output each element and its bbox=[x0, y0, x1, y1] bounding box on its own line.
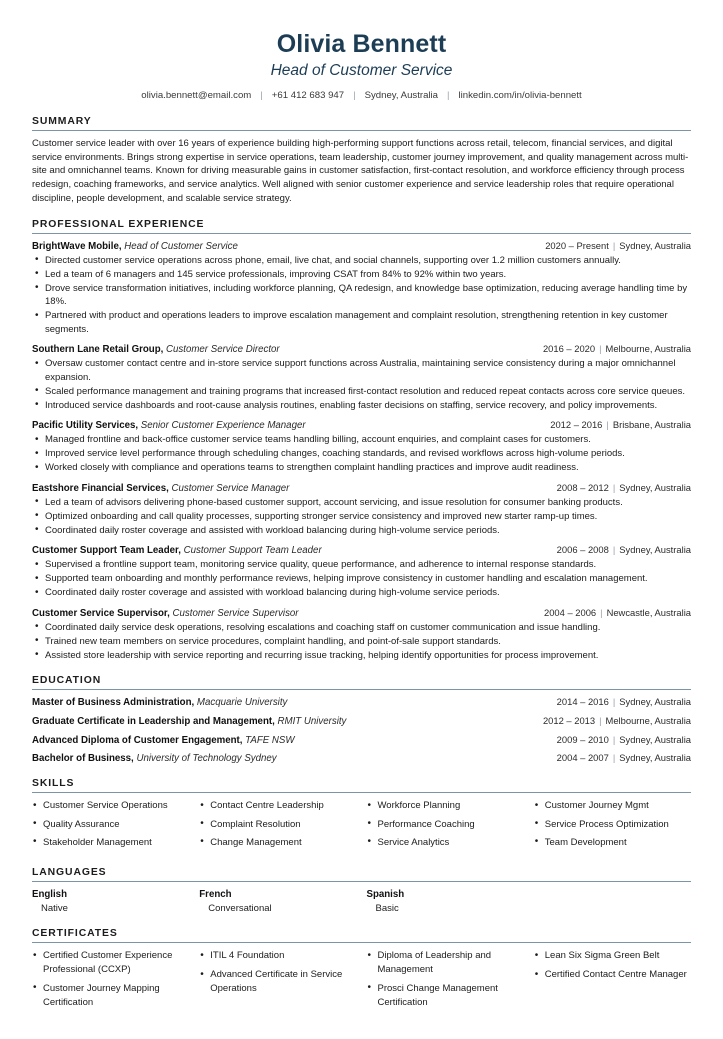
experience-bullet: • Oversaw customer contact centre and in-store service support functions across Australia, maintaining service consistency during a major omnichannel expansion. bbox=[32, 357, 691, 384]
experience-entry-title bbox=[32, 607, 299, 620]
experience-bullet-list bbox=[32, 254, 691, 336]
meta-separator: | bbox=[612, 752, 616, 764]
education-entry-title bbox=[32, 734, 295, 747]
contact-separator: | bbox=[353, 90, 356, 102]
job-role: Customer Service Director bbox=[166, 344, 280, 356]
certificates-column bbox=[199, 949, 356, 1014]
candidate-title: Head of Customer Service bbox=[270, 61, 453, 79]
section-heading-certificates: CERTIFICATES bbox=[32, 928, 691, 943]
education-entry-meta bbox=[557, 696, 691, 709]
job-location: Sydney, Australia bbox=[619, 239, 691, 251]
experience-bullet: • Coordinated daily roster coverage and assisted with workload balancing during high-volume service periods. bbox=[32, 586, 691, 599]
job-dates: 2004 – 2006 bbox=[544, 606, 597, 618]
section-heading-education: EDUCATION bbox=[32, 675, 691, 690]
certificate-item: • Customer Journey Mapping Certification bbox=[32, 982, 189, 1010]
skills-column bbox=[367, 799, 524, 854]
education-location: Sydney, Australia bbox=[619, 696, 691, 708]
contact-separator: | bbox=[447, 90, 450, 102]
experience-bullet: • Led a team of 6 managers and 145 service professionals, improving CSAT from 84% to 92% within two years. bbox=[32, 268, 691, 281]
education-entry bbox=[32, 734, 691, 747]
experience-entry-title bbox=[32, 343, 280, 356]
meta-separator: | bbox=[599, 714, 602, 726]
experience-bullet: • Led a team of advisors delivering phone-based customer support, account servicing, and issue resolution for consumer banking products. bbox=[32, 496, 691, 509]
skill-item: • Service Analytics bbox=[367, 836, 524, 850]
degree-name: Graduate Certificate in Leadership and Management, bbox=[32, 715, 275, 727]
experience-bullet: • Drove service transformation initiatives, including workforce planning, QA redesign, and knowledge base optimization, reducing average handling time by 18%. bbox=[32, 282, 691, 309]
experience-entry-meta bbox=[543, 343, 691, 356]
section-summary bbox=[32, 116, 691, 206]
experience-entry-header bbox=[32, 607, 691, 620]
skill-item: • Customer Service Operations bbox=[32, 799, 189, 813]
experience-entry-title bbox=[32, 419, 306, 432]
contact-line bbox=[32, 90, 691, 102]
education-dates: 2014 – 2016 bbox=[556, 696, 609, 708]
experience-bullet-list bbox=[32, 621, 691, 662]
experience-bullet-list bbox=[32, 433, 691, 474]
meta-separator: | bbox=[612, 239, 616, 251]
job-location: Brisbane, Australia bbox=[612, 419, 691, 431]
language-level: Conversational bbox=[208, 902, 272, 914]
job-dates: 2006 – 2008 bbox=[556, 544, 609, 556]
language-entry bbox=[32, 888, 189, 915]
language-level: Basic bbox=[375, 902, 399, 914]
experience-bullet: • Coordinated daily service desk operations, resolving escalations and coaching staff on customer communication and issue handling. bbox=[32, 621, 691, 634]
experience-bullet: • Directed customer service operations across phone, email, live chat, and social channels, supporting over 1.2 million customers annually. bbox=[32, 254, 691, 267]
certificates-grid bbox=[32, 949, 691, 1014]
experience-bullet: • Optimized onboarding and call quality processes, supporting stronger service consistency and improved new starter ramp-up times. bbox=[32, 510, 691, 523]
section-heading-experience: PROFESSIONAL EXPERIENCE bbox=[32, 219, 691, 234]
experience-bullet: • Coordinated daily roster coverage and assisted with workload balancing during high-volume service periods. bbox=[32, 524, 691, 537]
language-name: English bbox=[32, 889, 67, 901]
experience-bullet: • Trained new team members on service procedures, complaint handling, and point-of-sale support standards. bbox=[32, 635, 691, 648]
meta-separator: | bbox=[612, 733, 616, 745]
certificate-item: • Certified Customer Experience Professional (CCXP) bbox=[32, 949, 189, 977]
experience-entry-meta bbox=[557, 544, 691, 557]
experience-bullet: • Assisted store leadership with service reporting and recurring issue tracking, helping identify opportunities for process improvement. bbox=[32, 649, 691, 662]
job-dates: 2012 – 2016 bbox=[550, 419, 603, 431]
school-name: Macquarie University bbox=[196, 697, 288, 709]
skills-column bbox=[199, 799, 356, 854]
experience-entry-meta bbox=[544, 607, 691, 620]
certificate-item: • Diploma of Leadership and Management bbox=[367, 949, 524, 977]
experience-entry bbox=[32, 343, 691, 412]
contact-item[interactable]: Sydney, Australia bbox=[364, 90, 439, 102]
certificate-item: • Lean Six Sigma Green Belt bbox=[534, 949, 691, 963]
job-location: Melbourne, Australia bbox=[605, 343, 691, 355]
experience-entry-header bbox=[32, 419, 691, 432]
experience-entry-header bbox=[32, 343, 691, 356]
skill-item: • Contact Centre Leadership bbox=[199, 799, 356, 813]
skill-item: • Customer Journey Mgmt bbox=[534, 799, 691, 813]
experience-entry-meta bbox=[545, 240, 691, 253]
job-location: Sydney, Australia bbox=[619, 481, 691, 493]
candidate-name: Olivia Bennett bbox=[276, 30, 447, 58]
experience-entry bbox=[32, 419, 691, 475]
experience-entry bbox=[32, 240, 691, 337]
education-list bbox=[32, 696, 691, 765]
experience-entry bbox=[32, 607, 691, 663]
language-name: French bbox=[199, 889, 232, 901]
skill-item: • Team Development bbox=[534, 836, 691, 850]
section-certificates bbox=[32, 928, 691, 1014]
employer-name: Eastshore Financial Services, bbox=[32, 482, 169, 494]
skills-grid bbox=[32, 799, 691, 854]
experience-entry bbox=[32, 544, 691, 600]
section-languages bbox=[32, 867, 691, 915]
experience-entry-header bbox=[32, 240, 691, 253]
meta-separator: | bbox=[599, 343, 602, 355]
skill-item: • Quality Assurance bbox=[32, 818, 189, 832]
education-location: Sydney, Australia bbox=[619, 752, 691, 764]
meta-separator: | bbox=[612, 696, 616, 708]
skill-item: • Change Management bbox=[199, 836, 356, 850]
job-role: Customer Service Supervisor bbox=[172, 607, 299, 619]
education-dates: 2009 – 2010 bbox=[556, 733, 609, 745]
experience-bullet: • Managed frontline and back-office customer service teams handling billing, account enquiries, and complaint cases for customers. bbox=[32, 433, 691, 446]
summary-text: Customer service leader with over 16 years of experience building high-performing support functions across retail, telecom, financial services, and digital service environments. Brings strong expertise in service operations, team leadership, customer journey improvement, and quality management across multi-site and omnichannel teams. Known for driving measurable gains in customer satisfaction, first-contact resolution, and workforce efficiency through process redesign, coaching frameworks, and service analytics. Well aligned with senior customer experience and service leadership roles that require operational discipline, people development, and scalable service strategy. bbox=[32, 137, 689, 204]
certificates-column bbox=[534, 949, 691, 1014]
language-level: Native bbox=[41, 902, 68, 914]
certificate-item: • Prosci Change Management Certification bbox=[367, 982, 524, 1010]
experience-list bbox=[32, 240, 691, 663]
experience-bullet: • Worked closely with compliance and operations teams to strengthen complaint handling practices and improve audit readiness. bbox=[32, 461, 691, 474]
experience-entry-meta bbox=[550, 419, 691, 432]
resume-header bbox=[32, 30, 691, 103]
job-location: Sydney, Australia bbox=[619, 544, 691, 556]
experience-bullet: • Introduced service dashboards and root-cause analysis routines, enabling faster decisions on staffing, service recovery, and policy improvements. bbox=[32, 399, 691, 412]
employer-name: Southern Lane Retail Group, bbox=[32, 344, 164, 356]
education-entry bbox=[32, 752, 691, 765]
experience-entry-title bbox=[32, 482, 289, 495]
job-role: Customer Service Manager bbox=[171, 482, 290, 494]
education-entry-meta bbox=[543, 715, 691, 728]
education-entry-title bbox=[32, 696, 287, 709]
experience-bullet-list bbox=[32, 496, 691, 537]
job-role: Customer Support Team Leader bbox=[183, 545, 322, 557]
meta-separator: | bbox=[612, 481, 616, 493]
experience-entry-header bbox=[32, 482, 691, 495]
experience-entry-title bbox=[32, 240, 238, 253]
experience-entry-meta bbox=[557, 482, 691, 495]
language-name: Spanish bbox=[366, 889, 405, 901]
employer-name: Customer Support Team Leader, bbox=[32, 545, 181, 557]
experience-entry-header bbox=[32, 544, 691, 557]
job-role: Senior Customer Experience Manager bbox=[140, 420, 306, 432]
experience-bullet: • Improved service level performance through scheduling changes, coaching standards, and revised workflows across high-volume periods. bbox=[32, 447, 691, 460]
skill-item: • Service Process Optimization bbox=[534, 818, 691, 832]
job-dates: 2016 – 2020 bbox=[542, 343, 596, 355]
meta-separator: | bbox=[606, 419, 609, 431]
section-skills bbox=[32, 778, 691, 854]
employer-name: BrightWave Mobile, bbox=[32, 240, 122, 252]
job-location: Newcastle, Australia bbox=[606, 606, 691, 618]
contact-item[interactable]: +61 412 683 947 bbox=[271, 90, 345, 102]
skill-item: • Workforce Planning bbox=[367, 799, 524, 813]
skill-item: • Performance Coaching bbox=[367, 818, 524, 832]
school-name: RMIT University bbox=[277, 715, 347, 727]
certificate-item: • ITIL 4 Foundation bbox=[199, 949, 356, 963]
section-experience bbox=[32, 219, 691, 663]
education-entry bbox=[32, 696, 691, 709]
section-heading-summary: SUMMARY bbox=[32, 116, 691, 131]
employer-name: Pacific Utility Services, bbox=[32, 420, 139, 432]
education-entry-meta bbox=[557, 734, 691, 747]
degree-name: Master of Business Administration, bbox=[32, 697, 195, 709]
experience-entry-title bbox=[32, 544, 322, 557]
experience-bullet: • Scaled performance management and training programs that increased first-contact resolution and reduced repeat contacts across core service queues. bbox=[32, 385, 691, 398]
education-entry-title bbox=[32, 715, 346, 728]
section-heading-skills: SKILLS bbox=[32, 778, 691, 793]
degree-name: Advanced Diploma of Customer Engagement, bbox=[32, 734, 243, 746]
certificates-column bbox=[32, 949, 189, 1014]
certificate-item: • Certified Contact Centre Manager bbox=[534, 968, 691, 982]
education-dates: 2012 – 2013 bbox=[542, 714, 596, 726]
section-education bbox=[32, 675, 691, 765]
language-entry bbox=[367, 888, 524, 915]
experience-bullet-list bbox=[32, 357, 691, 412]
meta-separator: | bbox=[600, 606, 603, 618]
section-heading-languages: LANGUAGES bbox=[32, 867, 691, 882]
job-dates: 2020 – Present bbox=[545, 239, 609, 251]
education-entry-meta bbox=[557, 752, 691, 765]
skills-column bbox=[32, 799, 189, 854]
school-name: TAFE NSW bbox=[245, 734, 295, 746]
education-location: Sydney, Australia bbox=[619, 733, 691, 745]
education-entry bbox=[32, 715, 691, 728]
employer-name: Customer Service Supervisor, bbox=[32, 607, 170, 619]
contact-item[interactable]: linkedin.com/in/olivia-bennett bbox=[458, 90, 582, 102]
education-location: Melbourne, Australia bbox=[605, 714, 691, 726]
languages-grid bbox=[32, 888, 691, 915]
certificate-item: • Advanced Certificate in Service Operations bbox=[199, 968, 356, 996]
skill-item: • Complaint Resolution bbox=[199, 818, 356, 832]
job-role: Head of Customer Service bbox=[124, 240, 238, 252]
job-dates: 2008 – 2012 bbox=[556, 481, 609, 493]
contact-item[interactable]: olivia.bennett@email.com bbox=[141, 90, 252, 102]
skill-item: • Stakeholder Management bbox=[32, 836, 189, 850]
contact-separator: | bbox=[260, 90, 263, 102]
education-entry-title bbox=[32, 752, 277, 765]
experience-bullet: • Supported team onboarding and monthly performance reviews, helping improve consistency in customer handling and escalation management. bbox=[32, 572, 691, 585]
school-name: University of Technology Sydney bbox=[136, 753, 277, 765]
experience-bullet: • Supervised a frontline support team, monitoring service quality, queue performance, and adherence to internal response standards. bbox=[32, 558, 691, 571]
experience-bullet-list bbox=[32, 558, 691, 599]
certificates-column bbox=[367, 949, 524, 1014]
meta-separator: | bbox=[612, 544, 616, 556]
language-entry bbox=[199, 888, 356, 915]
experience-bullet: • Partnered with product and operations leaders to improve escalation management and complaint resolution, strengthening retention in key customer segments. bbox=[32, 309, 691, 336]
education-dates: 2004 – 2007 bbox=[556, 752, 609, 764]
skills-column bbox=[534, 799, 691, 854]
degree-name: Bachelor of Business, bbox=[32, 753, 134, 765]
experience-entry bbox=[32, 482, 691, 538]
